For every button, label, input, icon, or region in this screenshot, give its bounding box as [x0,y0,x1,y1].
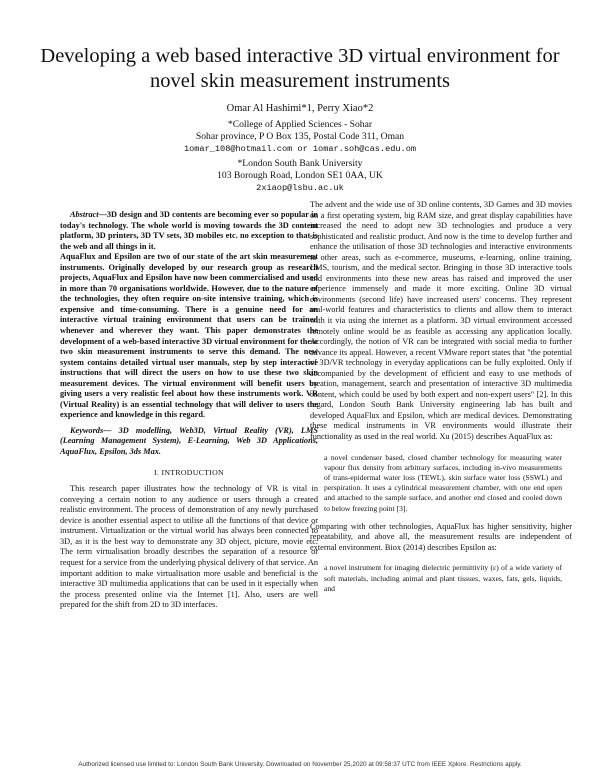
right-column [310,200,572,602]
quote-aquaflux: a novel condenser based, closed chamber technology for measuring water vapour flux density from arbitrary surfaces, including in-vivo measurements of trans-epidermal water loss (TEWL), skin surface water loss (SSWL) and perspiration. It uses a cylindrical measurement chamber, with one end open and attached to the sample surface, and another end closed and cooled down to below freezing point [3]. [324,452,562,513]
quote-epsilon: a novel instrument for imaging dielectric permittivity (ε) of a wide variety of soft materials, including animal and plant tissues, waxes, fats, gels, liquids, and [324,563,562,593]
paper-title: Developing a web based interactive 3D virtual environment for novel skin measurement instruments [40,45,560,92]
affiliation-2-address: 103 Borough Road, London SE1 0AA, UK [217,170,383,181]
ieee-license-footer: Authorized licensed use limited to: London South Bank University. Downloaded on November 25,2020 at 09:58:37 UTC from IEEE Xplore. Restrictions apply. [78,761,522,768]
abstract-label: Abstract [70,210,99,219]
left-column [60,210,318,611]
right-paragraph-2: Comparing with other technologies, AquaFlux has higher sensitivity, higher repeatability, and above all, the measurement results are independent of external environment. Biox (2014) describes Epsilon as: [310,521,572,552]
author-2-email: 2xiaop@lsbu.ac.uk [256,183,344,193]
affiliation-2: *London South Bank University [237,158,363,169]
abstract-paragraph-2: AquaFlux and Epsilon are two of our state of the art skin measurement instruments. Originally developed by our research group as research projects, AquaFlux and Epsilon have now been commercialised and used in more than 70 organisations worldwide. However, due to the nature of the technologies, they often require on-site intensive training, which is expensive and time-consuming. There is a genuine need for an interactive virtual training environment that users can be trained whenever and wherever they want. This paper demonstrates the development of a web-based interactive 3D virtual environment for these two skin measurement instruments to serve this demand. The new system contains detailed virtual user manuals, step by step interactive instructions that will direct the users on how to use these two skin measurement devices. The virtual environment will benefit users by giving users a very realistic feel about how these instruments work. VR (Virtual Reality) is an essential technology that will deliver to users the experience and knowledge in this regard. [60,252,318,420]
section-heading-introduction: I. INTRODUCTION [154,467,224,477]
author-names: Omar Al Hashimi*1, Perry Xiao*2 [226,103,374,114]
abstract-text-1: —3D design and 3D contents are becoming ever so popular in today's technology. The whole world is moving towards the 3D content platform, 3D printers, 3D TV sets, 3D mobiles etc. no exception to that is the web and all things in it. [60,210,318,251]
author-1-email: 1omar_108@hotmail.com or 1omar.soh@cas.edu.om [183,144,417,154]
right-paragraph-1: The advent and the wide use of 3D online contents, 3D Games and 3D movies on a first operating system, big RAM size, and great display capabilities have increased the need to adopt new 3D technologies and produce a very sophisticated and realistic product. And now is the time to develop further and enhance the utilisation of those 3D technologies and interactive environments to other areas, such as e-commerce, museums, e-learning, online training, LMS, tourism, and the medical sector. Bringing in those 3D interactive tools and environments into these new areas has raised and improved the user experience immensely and made it more exciting. Online 3D virtual environments (second life) have increased users' concerns. They represent real-world features and characteristics to clients and allow them to interact with it via using the internet as a platform. 3D virtual environment accessed remotely online would be as feasible as accessing any application locally. Accordingly, the notion of VR can be integrated with social media to further advance its appeal. However, a recent VMware report states that "the potential of 3D/VR technology in everyday applications can be fully exploited. Only if accompanied by the development of efficient and easy to use methods of creation, management, search and presentation of interactive 3D multimedia content, which could be used by both expert and non-expert users" [2]. In this regard, London South Bank University engineering lab has built and developed AquaFlux and Epsilon, which are medical devices. Demonstrating these medical instruments in VR environments would illustrate their functionality as used in the real world. Xu (2015) describes AquaFlux as: [310,200,572,442]
affiliation-1-address: Sohar province, P O Box 135, Postal Code 311, Oman [195,131,405,142]
abstract-paragraph-1 [60,210,318,252]
affiliation-1: *College of Applied Sciences - Sohar [227,119,373,130]
keywords: Keywords— 3D modelling, Web3D, Virtual Reality (VR), LMS (Learning Management System), E-Learning, Web 3D Applications, AquaFlux, Epsilon, 3ds Max. [60,425,318,457]
author-block [100,103,500,194]
intro-paragraph-1: This research paper illustrates how the technology of VR is vital in conveying a certain notion to any audience or users through a created realistic environment. The process of demonstration of any newly purchased device is another essential aspect to utilise all the functions of that device or instrument. Virtualization or the virtual world has always been connected to 3D, as it is the best way to demonstrate any 3D object, picture, movie etc. The term virtualisation broadly describes the separation of a resource or request for a service from the underlying physical delivery of that service. An important addition to make virtualisation more usable and beneficial is the interactive 3D multimedia applications that can be used in it especially when the process presented online via the Internet [1]. Also, users are well prepared for the shift from 2D to 3D interfaces. [60,484,318,610]
